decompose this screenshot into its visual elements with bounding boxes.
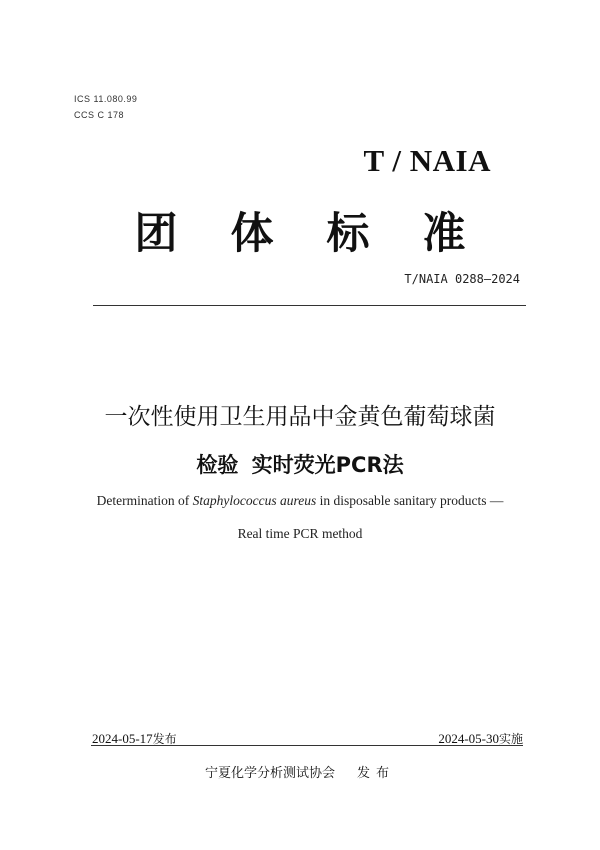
standard-type-char: 团 [134, 209, 178, 259]
chinese-title-line-1: 一次性使用卫生用品中金黄色葡萄球菌 [104, 404, 496, 430]
english-title-line-2: Real time PCR method [237, 526, 363, 541]
publish-label: 发布 [357, 766, 396, 781]
standard-number: T/NAIA 0288—2024 [404, 272, 520, 286]
top-divider [93, 305, 526, 306]
chinese-title-line-2: 检验 实时荧光PCR法 [196, 453, 404, 477]
organization-code: T / NAIA [363, 143, 491, 178]
issuer-line [0, 762, 600, 781]
standard-type-char: 标 [326, 209, 370, 259]
standard-type-char: 体 [230, 209, 274, 259]
implementation-date-value: 2024-05-30 [438, 731, 499, 746]
issuer-name: 宁夏化学分析测试协会 [204, 766, 335, 781]
bottom-divider [91, 745, 523, 746]
english-title-prefix: Determination of [96, 493, 193, 508]
species-name: Staphylococcus aureus [192, 493, 317, 508]
english-title-suffix: in disposable sanitary products — [316, 493, 504, 508]
issue-label: 发布 [152, 732, 177, 746]
ccs-code: CCS C 178 [74, 110, 125, 120]
issue-date-value: 2024-05-17 [92, 731, 153, 746]
ics-code: ICS 11.080.99 [74, 94, 138, 104]
implementation-label: 实施 [498, 732, 523, 746]
standard-type-char: 准 [422, 209, 466, 259]
standard-type-title [0, 200, 600, 261]
english-title-line-1 [0, 493, 600, 509]
